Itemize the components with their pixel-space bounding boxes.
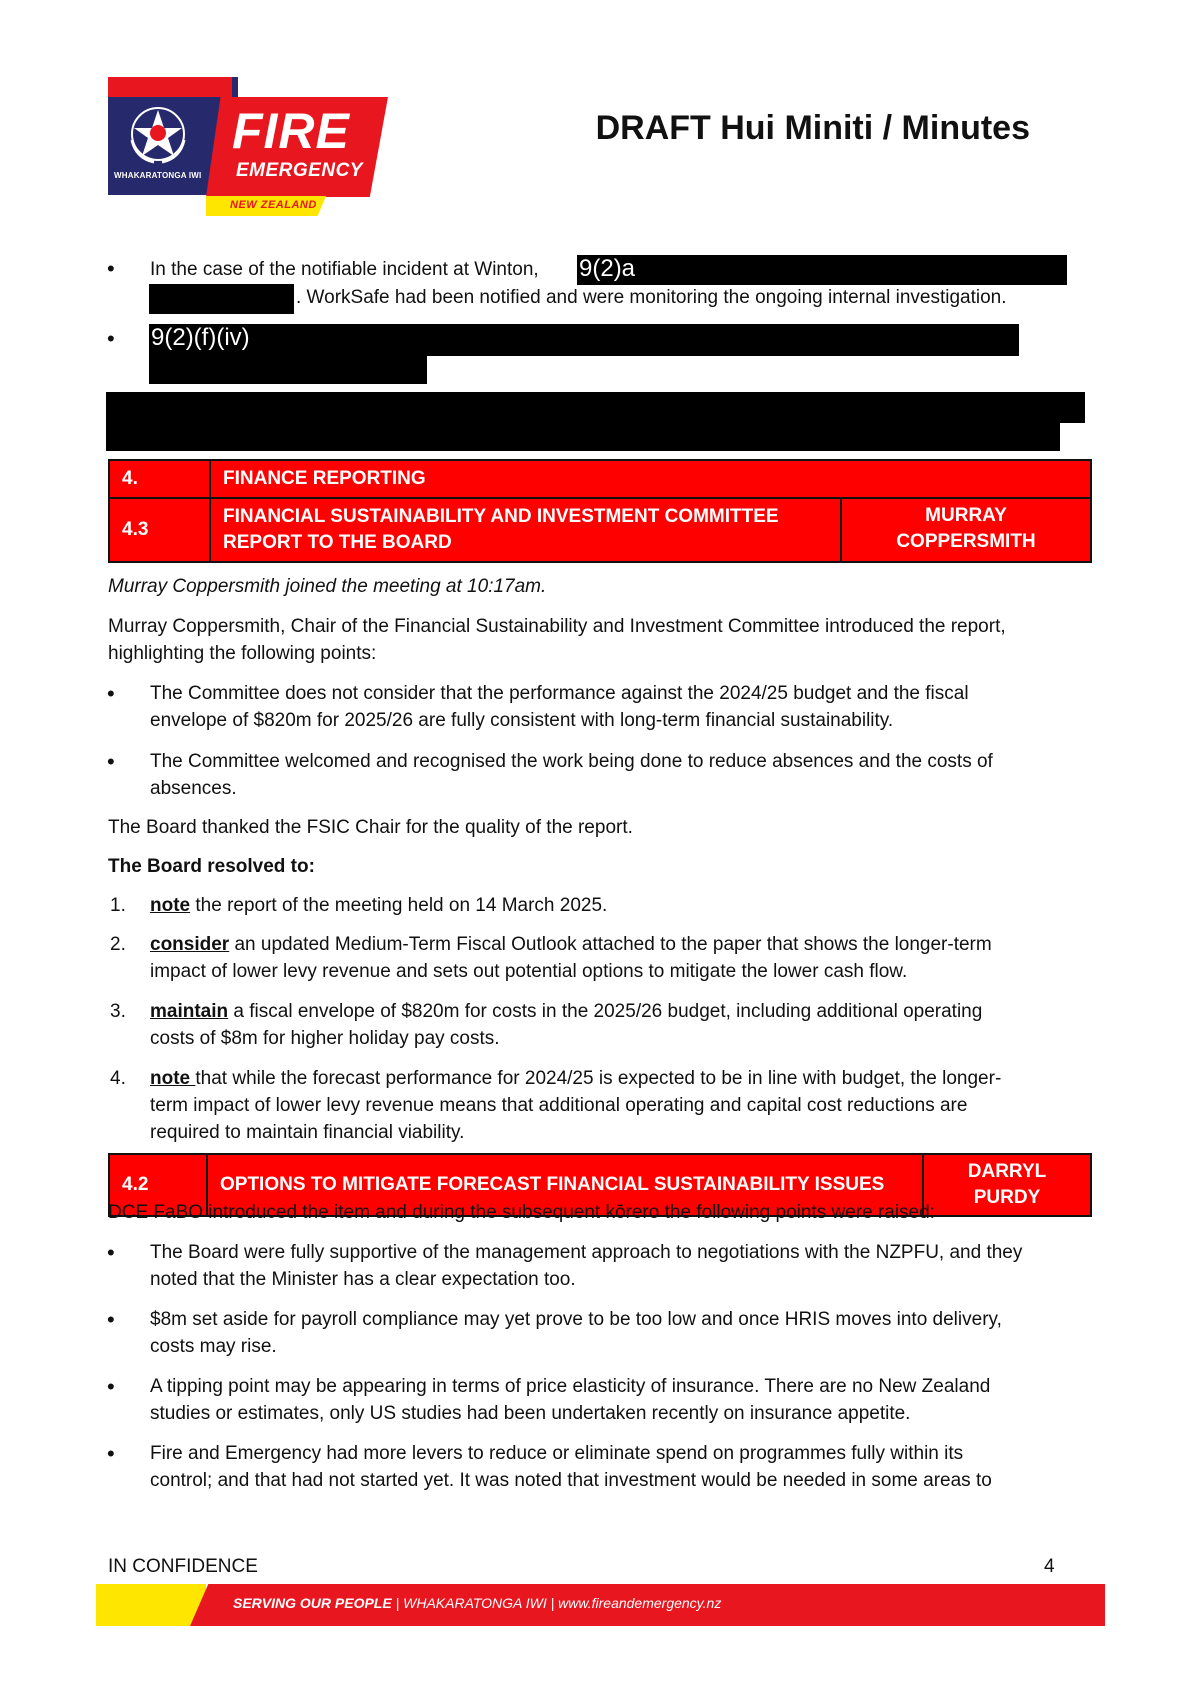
redaction-box	[149, 284, 294, 314]
redaction-box	[149, 324, 1019, 356]
logo-red-strip	[108, 77, 232, 97]
logo-emergency-text: EMERGENCY	[236, 160, 363, 181]
resolution-text	[150, 998, 982, 1025]
bullet-text: absences.	[150, 778, 237, 799]
resolution-text	[150, 1065, 1001, 1092]
resolution-text-line: costs of $8m for higher holiday pay costs.	[150, 1028, 500, 1049]
footer-tagline	[233, 1595, 721, 1611]
page-number: 4	[1044, 1556, 1055, 1577]
footer-yellow-band	[96, 1584, 206, 1626]
bullet-text: Fire and Emergency had more levers to reduce or eliminate spend on programmes fully within its	[150, 1443, 964, 1464]
bullet-marker: •	[107, 326, 115, 351]
redaction-box	[106, 422, 1060, 451]
resolution-text	[150, 931, 992, 958]
resolution-number: 4.	[110, 1068, 126, 1089]
logo-fire-text: FIRE	[232, 103, 350, 159]
bullet-marker: •	[107, 749, 115, 774]
resolution-verb: consider	[150, 934, 230, 955]
bullet-text: A tipping point may be appearing in terms of price elasticity of insurance. There are no New Zealand	[150, 1376, 991, 1397]
redaction-code: 9(2)a	[579, 255, 636, 282]
agenda-presenter: MURRAY COPPERSMITH	[841, 498, 1091, 562]
redaction-code: 9(2)(f)(iv)	[151, 324, 250, 351]
bullet-marker: •	[107, 1307, 115, 1332]
bullet-text: The Board were fully supportive of the management approach to negotiations with the NZPFU, and they	[150, 1242, 1023, 1263]
bullet-text: The Committee does not consider that the performance against the 2024/25 budget and the fiscal	[150, 683, 969, 704]
resolution-text-line: a fiscal envelope of $820m for costs in the 2025/26 budget, including additional operating	[228, 1001, 983, 1022]
bullet-text: In the case of the notifiable incident at Winton,	[150, 259, 539, 280]
agenda-title-line1: FINANCIAL SUSTAINABILITY AND INVESTMENT COMMITTEE	[223, 506, 779, 527]
resolution-text-line: term impact of lower levy revenue means that additional operating and capital cost reductions are	[150, 1095, 968, 1116]
agenda-header-table-4	[108, 459, 1092, 563]
resolution-verb: maintain	[150, 1001, 229, 1022]
resolution-verb: note	[150, 1068, 196, 1089]
agenda-title: FINANCE REPORTING	[210, 460, 1091, 498]
resolution-number: 3.	[110, 1001, 126, 1022]
resolution-text-line: an updated Medium-Term Fiscal Outlook attached to the paper that shows the longer-term	[229, 934, 992, 955]
classification-label: IN CONFIDENCE	[108, 1556, 258, 1577]
bullet-marker: •	[107, 1441, 115, 1466]
bullet-text: . WorkSafe had been notified and were monitoring the ongoing internal investigation.	[296, 287, 1007, 308]
redaction-box	[106, 392, 1085, 423]
resolution-text-line: that while the forecast performance for 2024/25 is expected to be in line with budget, the longer-	[195, 1068, 1002, 1089]
logo-maori-text: WHAKARATONGA IWI	[114, 171, 202, 180]
resolution-text	[150, 892, 607, 919]
fire-emblem-icon	[124, 100, 192, 168]
footer-tagline-bold: SERVING OUR PEOPLE	[233, 1595, 392, 1611]
agenda-title	[210, 498, 841, 562]
agenda-number: 4.	[109, 460, 210, 498]
bullet-text: The Committee welcomed and recognised the work being done to reduce absences and the costs of	[150, 751, 993, 772]
intro-line: highlighting the following points:	[108, 643, 377, 664]
agenda-title: OPTIONS TO MITIGATE FORECAST FINANCIAL SUSTAINABILITY ISSUES	[207, 1154, 923, 1216]
bullet-text: envelope of $820m for 2025/26 are fully consistent with long-term financial sustainability.	[150, 710, 894, 731]
bullet-marker: •	[107, 256, 115, 281]
footer-tagline-rest: | WHAKARATONGA IWI | www.fireandemergency.nz	[391, 1595, 722, 1611]
redaction-box	[577, 255, 1067, 285]
resolution-number: 2.	[110, 934, 126, 955]
agenda-presenter: DARRYL PURDY	[923, 1154, 1091, 1216]
resolution-text-line: the report of the meeting held on 14 March 2025.	[190, 895, 608, 916]
intro-line: Murray Coppersmith, Chair of the Financial Sustainability and Investment Committee introduced the report,	[108, 616, 1006, 637]
bullet-marker: •	[107, 1374, 115, 1399]
redaction-box	[149, 355, 427, 384]
agenda-number: 4.2	[109, 1154, 207, 1216]
bullet-text: studies or estimates, only US studies had been undertaken recently on insurance appetite.	[150, 1403, 911, 1424]
thanks-line: The Board thanked the FSIC Chair for the quality of the report.	[108, 817, 633, 838]
resolution-verb: note	[150, 895, 191, 916]
joined-note: Murray Coppersmith joined the meeting at 10:17am.	[108, 576, 547, 597]
bullet-text: costs may rise.	[150, 1336, 277, 1357]
bullet-text: control; and that had not started yet. It was noted that investment would be needed in some areas to	[150, 1470, 992, 1491]
resolution-text-line: impact of lower levy revenue and sets out potential options to mitigate the lower cash flow.	[150, 961, 908, 982]
resolution-number: 1.	[110, 895, 126, 916]
resolution-text-line: required to maintain financial viability.	[150, 1122, 465, 1143]
bullet-text: $8m set aside for payroll compliance may yet prove to be too low and once HRIS moves into delivery,	[150, 1309, 1002, 1330]
agenda-title-line2: REPORT TO THE BOARD	[223, 532, 452, 553]
logo-country-text: NEW ZEALAND	[230, 199, 317, 211]
document-title: DRAFT Hui Miniti / Minutes	[595, 109, 1030, 147]
bullet-text: noted that the Minister has a clear expectation too.	[150, 1269, 576, 1290]
resolved-heading: The Board resolved to:	[108, 856, 315, 877]
intro-line: DCE FaBO introduced the item and during the subsequent kōrero the following points were raised:	[108, 1202, 935, 1223]
bullet-marker: •	[107, 1240, 115, 1265]
agenda-number: 4.3	[109, 498, 210, 562]
bullet-marker: •	[107, 681, 115, 706]
